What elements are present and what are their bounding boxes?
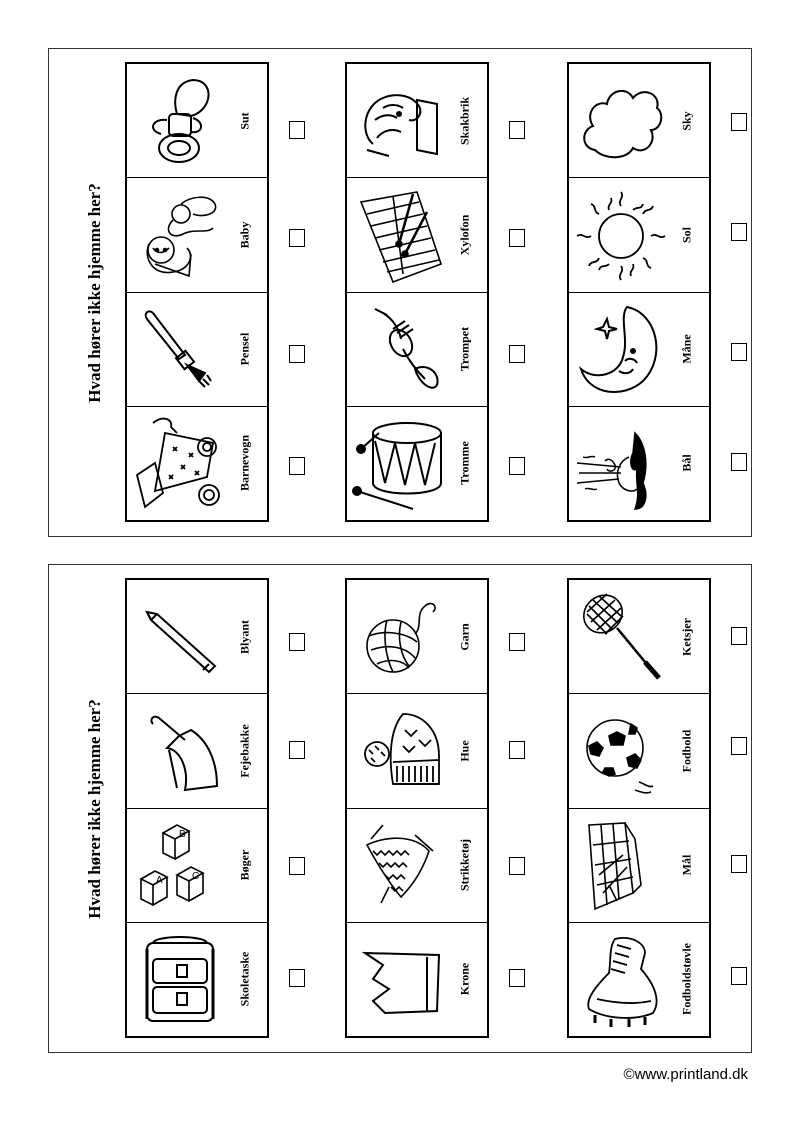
knitting-icon — [353, 815, 443, 917]
picture-card — [347, 407, 487, 520]
item-label: Krone — [457, 963, 472, 996]
goal-icon — [575, 815, 665, 917]
yarn-ball-icon — [353, 586, 443, 688]
checkbox[interactable] — [509, 741, 525, 759]
cloud-icon — [575, 70, 665, 172]
item-label: Sut — [237, 111, 252, 130]
checkbox[interactable] — [509, 633, 525, 651]
item-label: Bøger — [237, 849, 252, 881]
picture-card — [127, 809, 267, 923]
picture-strip-1 — [125, 578, 269, 1038]
item-label: Ketsjer — [679, 617, 694, 656]
item-label: Sky — [679, 110, 694, 131]
checkbox[interactable] — [731, 855, 747, 873]
knit-hat-icon — [353, 700, 443, 802]
pram-icon — [133, 413, 223, 515]
picture-card — [127, 64, 267, 178]
checkbox[interactable] — [731, 627, 747, 645]
picture-card — [569, 694, 709, 808]
picture-card — [347, 694, 487, 808]
pencil-icon — [133, 586, 223, 688]
item-label: Xylofon — [457, 214, 472, 256]
svg-text:B: B — [179, 828, 186, 840]
checkbox[interactable] — [731, 343, 747, 361]
dustpan-icon — [133, 700, 223, 802]
picture-card — [127, 694, 267, 808]
moon-icon — [575, 299, 665, 401]
picture-strip-3 — [567, 578, 711, 1038]
checkbox[interactable] — [289, 857, 305, 875]
picture-card — [347, 64, 487, 178]
paintbrush-icon — [133, 299, 223, 401]
football-icon — [575, 700, 665, 802]
item-label: Sol — [679, 226, 694, 243]
item-label: Fodboldstøvle — [679, 943, 694, 1016]
picture-card — [569, 64, 709, 178]
picture-card — [569, 809, 709, 923]
crown-icon — [353, 929, 443, 1031]
picture-card — [127, 923, 267, 1036]
picture-strip-2 — [345, 62, 489, 522]
picture-card — [569, 580, 709, 694]
picture-card — [569, 293, 709, 407]
item-label: Skakbrik — [457, 96, 472, 145]
trumpet-icon — [353, 299, 443, 401]
checkbox[interactable] — [509, 857, 525, 875]
item-label: Hue — [457, 740, 472, 762]
checkbox[interactable] — [509, 969, 525, 987]
item-label: Garn — [457, 622, 472, 651]
item-label: Barnevogn — [237, 435, 252, 492]
checkbox[interactable] — [289, 121, 305, 139]
picture-card — [127, 293, 267, 407]
sun-icon — [575, 184, 665, 286]
school-bag-icon — [133, 929, 223, 1031]
checkbox[interactable] — [289, 969, 305, 987]
item-label: Trompet — [457, 327, 472, 372]
picture-card — [569, 178, 709, 292]
item-label: Skoletaske — [237, 952, 252, 1007]
worksheet-2 — [48, 564, 752, 1053]
checkbox[interactable] — [289, 457, 305, 475]
svg-text:C: C — [192, 870, 200, 882]
checkbox[interactable] — [289, 229, 305, 247]
xylophone-icon — [353, 184, 443, 286]
checkbox[interactable] — [289, 741, 305, 759]
worksheet-title: Hvad hører ikke hjemme her? — [85, 698, 104, 919]
item-label: Tromme — [457, 441, 472, 486]
checkbox[interactable] — [509, 121, 525, 139]
checkbox[interactable] — [731, 737, 747, 755]
item-label: Fejebakke — [237, 724, 252, 778]
picture-strip-1 — [125, 62, 269, 522]
item-label: Blyant — [237, 619, 252, 654]
worksheet-1 — [48, 48, 752, 537]
football-boot-icon — [575, 929, 665, 1031]
copyright-footer: ©www.printland.dk — [623, 1066, 748, 1083]
picture-card — [127, 178, 267, 292]
picture-card — [127, 580, 267, 694]
books-icon — [133, 815, 223, 917]
checkbox[interactable] — [289, 633, 305, 651]
picture-strip-2 — [345, 578, 489, 1038]
item-label: Fodbold — [679, 729, 694, 773]
checkbox[interactable] — [731, 113, 747, 131]
item-label: Pensel — [237, 332, 252, 366]
checkbox[interactable] — [509, 457, 525, 475]
item-label: Mål — [679, 854, 694, 876]
drum-icon — [353, 413, 443, 515]
picture-card — [347, 580, 487, 694]
checkbox[interactable] — [731, 453, 747, 471]
pacifier-icon — [133, 70, 223, 172]
racket-icon — [575, 586, 665, 688]
baby-icon — [133, 184, 223, 286]
checkbox[interactable] — [289, 345, 305, 363]
bonfire-icon — [575, 413, 665, 515]
picture-card — [347, 293, 487, 407]
svg-text:A: A — [156, 874, 163, 886]
checkbox[interactable] — [731, 223, 747, 241]
picture-card — [569, 407, 709, 520]
chess-knight-icon — [353, 70, 443, 172]
picture-card — [347, 923, 487, 1036]
checkbox[interactable] — [509, 345, 525, 363]
picture-strip-3 — [567, 62, 711, 522]
picture-card — [347, 178, 487, 292]
worksheet-title: Hvad hører ikke hjemme her? — [85, 182, 104, 403]
picture-card — [569, 923, 709, 1036]
item-label: Bål — [679, 454, 694, 473]
picture-card — [127, 407, 267, 520]
picture-card — [347, 809, 487, 923]
item-label: Strikketøj — [457, 839, 472, 892]
item-label: Baby — [237, 221, 252, 249]
checkbox[interactable] — [731, 967, 747, 985]
checkbox[interactable] — [509, 229, 525, 247]
item-label: Måne — [679, 334, 694, 364]
